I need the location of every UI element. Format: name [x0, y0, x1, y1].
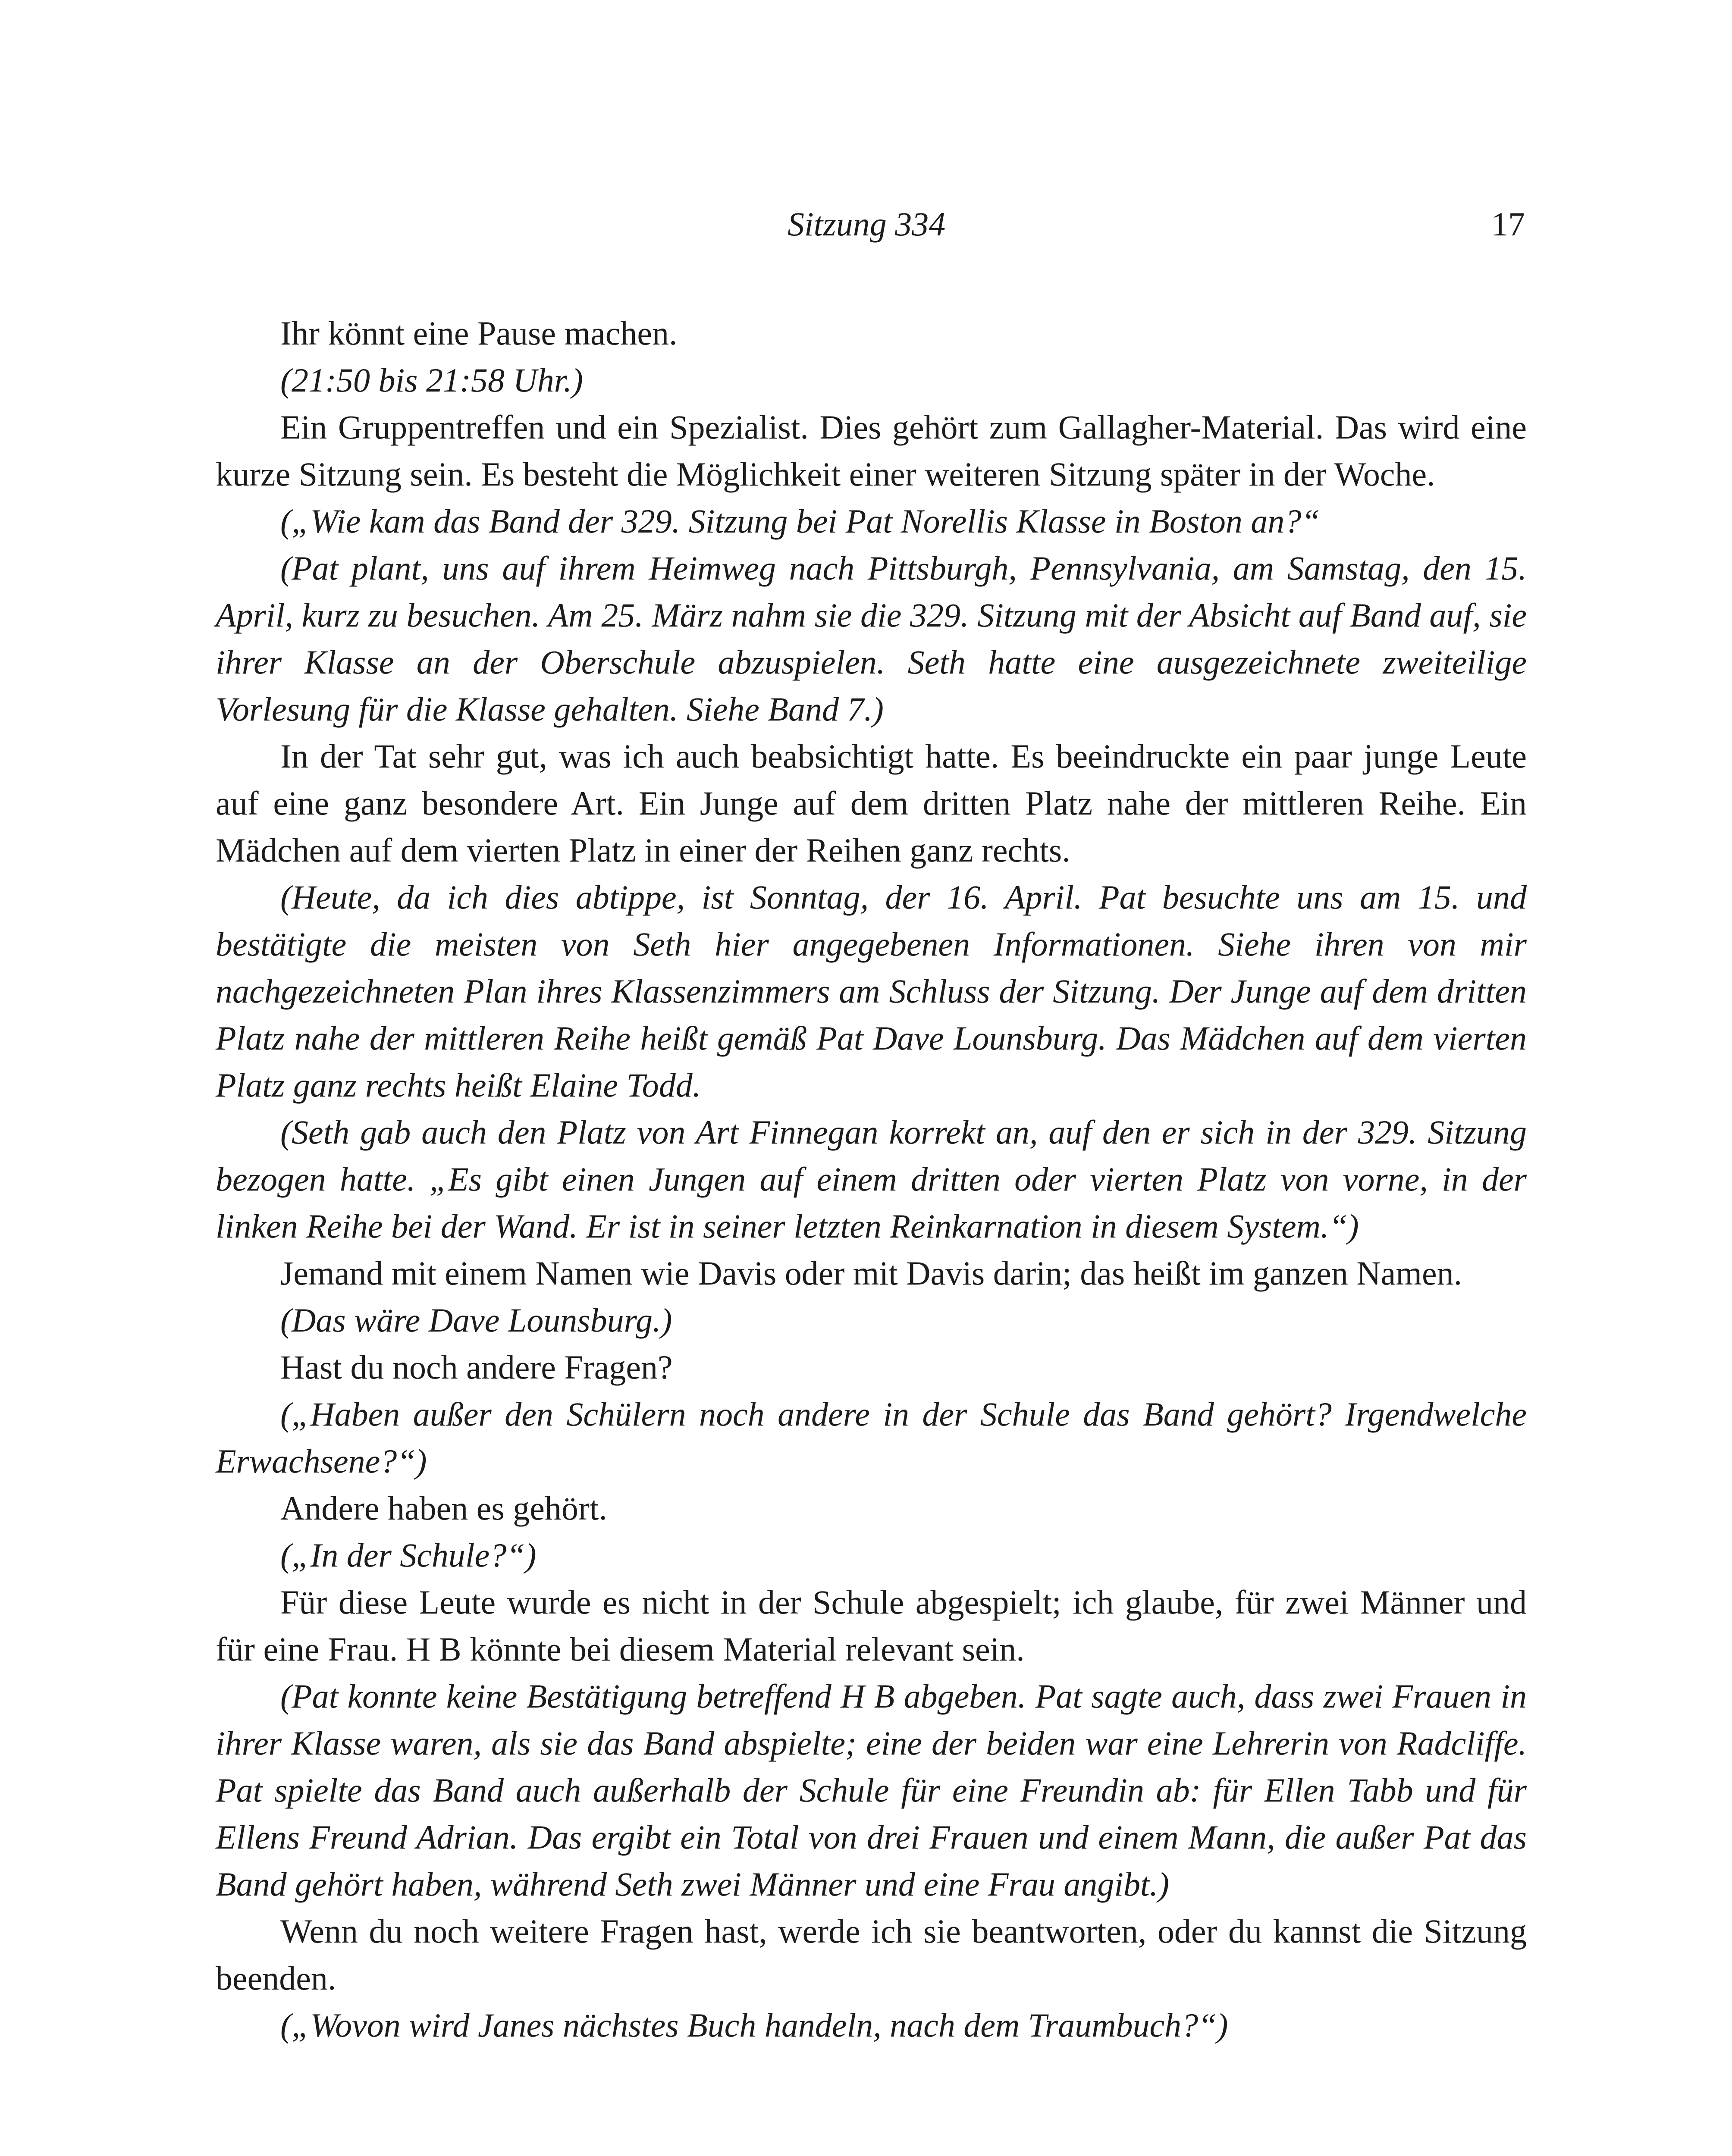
paragraph: (Pat konnte keine Bestätigung betreffend H B abgeben. Pat sagte auch, dass zwei Frauen in ihrer Klasse waren, als sie das Band abspielte; eine der beiden war eine Lehrerin von Radcliffe. Pat spielte das Band auch außerhalb der Schule für eine Freundin ab: für Ellen Tabb und für Ellens Freund Adrian. Das ergibt ein Total von drei Frauen und einem Mann, die außer Pat das Band gehört haben, während Seth zwei Männer und eine Frau angibt.) [216, 1677, 1527, 1903]
paragraph: Hast du noch andere Fragen? [280, 1348, 673, 1386]
paragraph: (Seth gab auch den Platz von Art Finnegan korrekt an, auf den er sich in der 329. Sitzung bezogen hatte. „Es gibt einen Jungen auf einem dritten oder vierten Platz von vorne, in der linken Reihe bei der Wand. Er ist in seiner letzten Reinkarnation in diesem System.“) [216, 1113, 1527, 1245]
paragraph: („Wie kam das Band der 329. Sitzung bei Pat Norellis Klasse in Boston an?“ [280, 502, 1320, 540]
paragraph: Ein Gruppentreffen und ein Spezialist. Dies gehört zum Gallagher-Material. Das wird eine kurze Sitzung sein. Es besteht die Möglichkeit einer weiteren Sitzung später in der Woche. [216, 408, 1527, 493]
paragraph: (Das wäre Dave Lounsburg.) [280, 1301, 672, 1339]
running-header-title: Sitzung 334 [788, 205, 946, 243]
paragraph: In der Tat sehr gut, was ich auch beabsichtigt hatte. Es beeindruckte ein paar junge Leute auf eine ganz besondere Art. Ein Junge auf dem dritten Platz nahe der mittleren Reihe. Ein Mädchen auf dem vierten Platz in einer der Reihen ganz rechts. [216, 737, 1527, 869]
paragraph: („Wovon wird Janes nächstes Buch handeln, nach dem Traumbuch?“) [280, 2006, 1228, 2044]
body-text [216, 310, 1527, 2049]
paragraph: („Haben außer den Schülern noch andere in der Schule das Band gehört? Irgendwelche Erwachsene?“) [216, 1395, 1527, 1480]
paragraph: Andere haben es gehört. [280, 1489, 608, 1527]
paragraph: (Heute, da ich dies abtippe, ist Sonntag, der 16. April. Pat besuchte uns am 15. und bestätigte die meisten von Seth hier angegebenen Informationen. Siehe ihren von mir nachgezeichneten Plan ihres Klassenzimmers am Schluss der Sitzung. Der Junge auf dem dritten Platz nahe der mittleren Reihe heißt gemäß Pat Dave Lounsburg. Das Mädchen auf dem vierten Platz ganz rechts heißt Elaine Todd. [216, 878, 1527, 1104]
paragraph: Ihr könnt eine Pause machen. [280, 314, 678, 352]
paragraph: Jemand mit einem Namen wie Davis oder mit Davis darin; das heißt im ganzen Namen. [280, 1254, 1462, 1292]
paragraph: Für diese Leute wurde es nicht in der Schule abgespielt; ich glaube, für zwei Männer und für eine Frau. H B könnte bei diesem Material relevant sein. [216, 1583, 1527, 1668]
paragraph: Wenn du noch weitere Fragen hast, werde ich sie beantworten, oder du kannst die Sitzung beenden. [216, 1912, 1527, 1997]
paragraph: (21:50 bis 21:58 Uhr.) [280, 361, 583, 399]
paragraph: („In der Schule?“) [280, 1536, 537, 1574]
paragraph: (Pat plant, uns auf ihrem Heimweg nach Pittsburgh, Pennsylvania, am Samstag, den 15. April, kurz zu besuchen. Am 25. März nahm sie die 329. Sitzung mit der Absicht auf Band auf, sie ihrer Klasse an der Oberschule abzuspielen. Seth hatte eine ausgezeichnete zweiteilige Vorlesung für die Klasse gehalten. Siehe Band 7.) [216, 549, 1527, 728]
page-number: 17 [1491, 205, 1525, 243]
